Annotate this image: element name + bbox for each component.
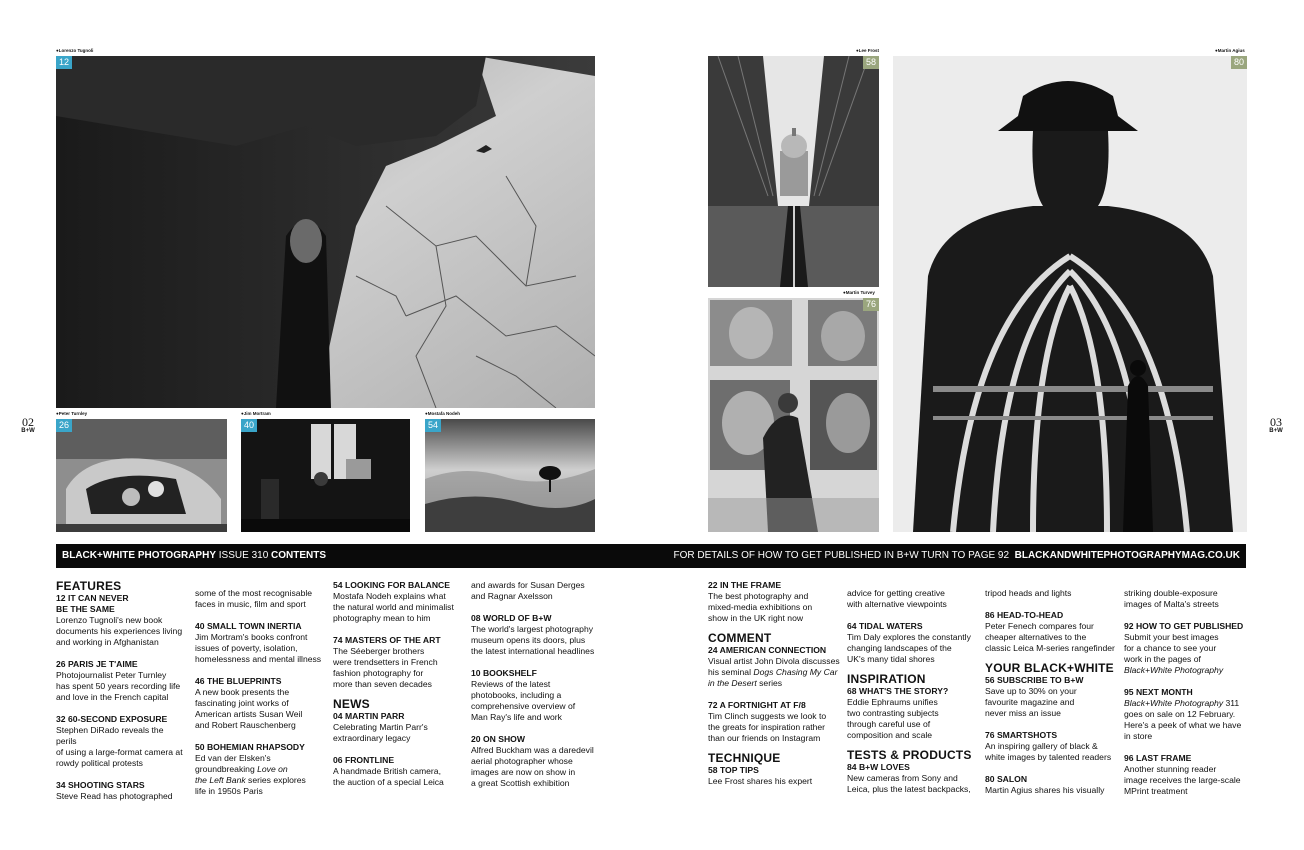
article-page: 92 xyxy=(1124,621,1134,631)
photo-dark-room xyxy=(241,419,410,532)
article-title[interactable] xyxy=(195,621,325,632)
article-desc: composition and scale xyxy=(847,730,933,740)
article-page: 46 xyxy=(195,676,205,686)
article-title[interactable] xyxy=(471,734,601,745)
article-page: 12 xyxy=(56,593,66,603)
article-desc: Visual artist John Divola discusses xyxy=(708,656,840,666)
desc-italic: Black+White Photography xyxy=(1124,698,1224,708)
article-desc: Celebrating Martin Parr's xyxy=(333,722,428,732)
section-comment: COMMENT xyxy=(708,631,772,645)
page-badge-gallery: 76 xyxy=(863,298,879,311)
article-title-text: LOOKING FOR BALANCE xyxy=(344,580,450,590)
article-title[interactable] xyxy=(56,780,186,791)
article-desc: the latest international headlines xyxy=(471,646,595,656)
desc-text: his seminal xyxy=(708,667,751,677)
photo-double-exposure-man xyxy=(893,56,1247,532)
article-desc: Here's a peek of what we have xyxy=(1124,720,1242,730)
contents-column-4 xyxy=(471,580,601,789)
article-desc: changing landscapes of the xyxy=(847,643,952,653)
article-desc: Martin Agius shares his visually xyxy=(985,785,1105,795)
article-title[interactable] xyxy=(333,755,463,766)
article-title-text: NEXT MONTH xyxy=(1135,687,1193,697)
article-desc: Tim Clinch suggests we look to xyxy=(708,711,827,721)
contents-column-3 xyxy=(333,580,463,788)
page-badge-car: 26 xyxy=(56,419,72,432)
article-title-text: TOP TIPS xyxy=(719,765,759,775)
article-title-text: BOHEMIAN RHAPSODY xyxy=(206,742,305,752)
article-title[interactable] xyxy=(1124,687,1254,698)
article-page: 95 xyxy=(1124,687,1134,697)
article-desc: tripod heads and lights xyxy=(985,588,1072,598)
article-page: 74 xyxy=(333,635,343,645)
section-features: FEATURES xyxy=(56,579,122,593)
desc-text: series explores xyxy=(248,775,306,785)
article-desc: Tim Daly explores the constantly xyxy=(847,632,971,642)
folio-right xyxy=(1266,416,1286,434)
article-desc: goes on sale on 12 February. xyxy=(1124,709,1236,719)
article-desc: images of Malta's streets xyxy=(1124,599,1219,609)
article-desc: Lee Frost shares his expert xyxy=(708,776,813,786)
desc-italic: in the Desert xyxy=(708,678,757,688)
article-title[interactable] xyxy=(708,765,840,776)
article-desc xyxy=(195,775,325,786)
photo-credit-cathedral: ● Lee Frost xyxy=(856,48,879,53)
article-desc: Ed van der Elsken's xyxy=(195,753,271,763)
article-title[interactable] xyxy=(708,645,840,656)
article-title-line1: IT CAN NEVER xyxy=(67,593,129,603)
article-desc: Reviews of the latest xyxy=(471,679,551,689)
folio-left-brand: B+W xyxy=(21,428,35,434)
article-page: 10 xyxy=(471,668,481,678)
article-desc: and Robert Rauschenberg xyxy=(195,720,296,730)
article-title-text: FRONTLINE xyxy=(344,755,395,765)
article-desc: Another stunning reader xyxy=(1124,764,1217,774)
article-desc: and awards for Susan Derges xyxy=(471,580,585,590)
article-desc: advice for getting creative xyxy=(847,588,945,598)
article-desc: mixed-media exhibitions on xyxy=(708,602,813,612)
article-desc: Photojournalist Peter Turnley xyxy=(56,670,167,680)
band-publish-note: FOR DETAILS OF HOW TO GET PUBLISHED IN B+W TURN TO PAGE 92 xyxy=(673,550,1010,561)
article-title[interactable] xyxy=(847,621,979,632)
desc-text: series xyxy=(759,678,783,688)
article-desc xyxy=(1124,665,1254,676)
article-title-text: B+W LOVES xyxy=(858,762,910,772)
article-title[interactable] xyxy=(847,762,979,773)
article-desc: Man Ray's life and work xyxy=(471,712,562,722)
photo-cathedral xyxy=(708,56,879,287)
article-title[interactable] xyxy=(471,668,601,679)
photo-misty-tree xyxy=(425,419,595,532)
article-title-text: THE BLUEPRINTS xyxy=(206,676,282,686)
article-desc xyxy=(1124,698,1254,709)
contents-column-7 xyxy=(985,580,1117,796)
article-title[interactable] xyxy=(985,774,1117,785)
article-title[interactable] xyxy=(1124,621,1254,632)
article-title[interactable] xyxy=(56,659,186,670)
contents-column-6 xyxy=(847,580,979,795)
article-desc: Stephen DiRado reveals the perils xyxy=(56,725,164,746)
article-page: 56 xyxy=(985,675,995,685)
article-title-text: WHAT'S THE STORY? xyxy=(858,686,949,696)
article-desc: and working in Afghanistan xyxy=(56,637,159,647)
article-title-line2: BE THE SAME xyxy=(56,604,115,614)
photo-girl-curtain xyxy=(56,56,595,408)
article-title[interactable] xyxy=(195,676,325,687)
article-desc: fascinating joint works of xyxy=(195,698,289,708)
article-desc: never miss an issue xyxy=(985,708,1061,718)
article-title-text: AMERICAN CONNECTION xyxy=(719,645,827,655)
article-desc: Submit your best images xyxy=(1124,632,1219,642)
article-desc: favourite magazine and xyxy=(985,697,1075,707)
band-left xyxy=(62,550,326,562)
article-desc: and Ragnar Axelsson xyxy=(471,591,553,601)
article-title[interactable] xyxy=(708,700,840,711)
page-badge-room: 40 xyxy=(241,419,257,432)
article-desc: Eddie Ephraums unifies xyxy=(847,697,938,707)
article-desc: homelessness and mental illness xyxy=(195,654,322,664)
section-inspiration: INSPIRATION xyxy=(847,672,926,686)
section-news: NEWS xyxy=(333,697,370,711)
article-desc: An inspiring gallery of black & xyxy=(985,741,1098,751)
article-desc: with alternative viewpoints xyxy=(847,599,947,609)
article-desc: New cameras from Sony and xyxy=(847,773,958,783)
article-page: 54 xyxy=(333,580,343,590)
article-desc: A handmade British camera, xyxy=(333,766,441,776)
page-badge-main: 12 xyxy=(56,56,72,69)
article-title[interactable] xyxy=(985,610,1117,621)
photo-credit-main: ● Lorenzo Tugnoli xyxy=(56,48,93,53)
article-title-text: SMARTSHOTS xyxy=(996,730,1058,740)
article-page: 20 xyxy=(471,734,481,744)
article-desc: The best photography and xyxy=(708,591,809,601)
article-title-text: MASTERS OF THE ART xyxy=(344,635,441,645)
article-desc: through careful use of xyxy=(847,719,931,729)
article-desc: two contrasting subjects xyxy=(847,708,939,718)
article-page: 68 xyxy=(847,686,857,696)
article-page: 76 xyxy=(985,730,995,740)
contents-column-2 xyxy=(195,580,325,797)
article-title[interactable] xyxy=(985,675,1117,686)
article-desc: The Séeberger brothers xyxy=(333,646,425,656)
article-title-text: SUBSCRIBE TO B+W xyxy=(996,675,1084,685)
article-desc: the natural world and minimalist xyxy=(333,602,454,612)
article-desc: museum opens its doors, plus xyxy=(471,635,586,645)
page-badge-tree: 54 xyxy=(425,419,441,432)
article-desc: extraordinary legacy xyxy=(333,733,411,743)
folio-right-number: 03 xyxy=(1270,415,1282,429)
contents-band xyxy=(56,544,1246,568)
article-desc xyxy=(708,678,840,689)
page-badge-cathedral: 58 xyxy=(863,56,879,69)
article-page: 64 xyxy=(847,621,857,631)
article-desc: life in 1950s Paris xyxy=(195,786,263,796)
contents-column-1 xyxy=(56,580,186,802)
article-title-text: A FORTNIGHT AT F/8 xyxy=(719,700,806,710)
photo-credit-tree: ● Mostafa Nodeh xyxy=(425,411,460,416)
article-desc: American artists Susan Weil xyxy=(195,709,303,719)
article-desc: aerial photographer whose xyxy=(471,756,573,766)
desc-italic: Black+White Photography xyxy=(1124,665,1224,675)
article-desc: more than seven decades xyxy=(333,679,432,689)
article-desc: striking double-exposure xyxy=(1124,588,1218,598)
folio-right-brand: B+W xyxy=(1269,428,1283,434)
photo-credit-car: ● Peter Turnley xyxy=(56,411,87,416)
article-desc: were trendsetters in French xyxy=(333,657,438,667)
article-desc: Save up to 30% on your xyxy=(985,686,1077,696)
photo-portrait-gallery xyxy=(708,298,879,532)
contents-column-5 xyxy=(708,580,840,787)
article-desc xyxy=(195,764,325,775)
article-title-text: HEAD-TO-HEAD xyxy=(996,610,1064,620)
article-title[interactable] xyxy=(1124,753,1254,764)
band-right xyxy=(674,550,1240,562)
article-desc: Mostafa Nodeh explains what xyxy=(333,591,446,601)
article-desc: Alfred Buckham was a daredevil xyxy=(471,745,594,755)
article-desc: white images by talented readers xyxy=(985,752,1112,762)
article-desc: issues of poverty, isolation, xyxy=(195,643,298,653)
article-desc: classic Leica M-series rangefinder xyxy=(985,643,1115,653)
article-desc: fashion photography for xyxy=(333,668,424,678)
section-your-bw: YOUR BLACK+WHITE xyxy=(985,661,1114,675)
article-desc: Steve Read has photographed xyxy=(56,791,173,801)
article-title[interactable] xyxy=(333,635,463,646)
desc-italic: Love on xyxy=(257,764,288,774)
article-title-text: 60-SECOND EXPOSURE xyxy=(67,714,168,724)
page-badge-hatman: 80 xyxy=(1231,56,1247,69)
article-page: 34 xyxy=(56,780,66,790)
article-page: 80 xyxy=(985,774,995,784)
article-page: 22 xyxy=(708,580,718,590)
desc-italic: Dogs Chasing My Car xyxy=(753,667,838,677)
article-title-text: TIDAL WATERS xyxy=(858,621,923,631)
article-desc: for a chance to see your xyxy=(1124,643,1217,653)
photo-credit-hatman: ● Martin Agius xyxy=(1215,48,1245,53)
article-desc: image receives the large-scale xyxy=(1124,775,1241,785)
article-page: 26 xyxy=(56,659,66,669)
photo-credit-room: ● Jim Mortram xyxy=(241,411,271,416)
article-desc: Jim Mortram's books confront xyxy=(195,632,308,642)
article-desc: faces in music, film and sport xyxy=(195,599,306,609)
article-desc: Lorenzo Tugnoli's new book xyxy=(56,615,163,625)
article-page: 50 xyxy=(195,742,205,752)
photo-car-children xyxy=(56,419,227,532)
article-desc: Leica, plus the latest backpacks, xyxy=(847,784,971,794)
band-brand: BLACK+WHITE PHOTOGRAPHY xyxy=(62,550,216,561)
article-page: 40 xyxy=(195,621,205,631)
article-title-text: SALON xyxy=(996,774,1028,784)
article-desc: UK's many tidal shores xyxy=(847,654,935,664)
article-title-text: SMALL TOWN INERTIA xyxy=(206,621,302,631)
folio-left-number: 02 xyxy=(22,415,34,429)
article-title-text: SHOOTING STARS xyxy=(67,780,145,790)
article-title-text: BOOKSHELF xyxy=(482,668,537,678)
article-page: 06 xyxy=(333,755,343,765)
section-technique: TECHNIQUE xyxy=(708,751,781,765)
article-desc: cheaper alternatives to the xyxy=(985,632,1087,642)
article-desc: images are now on show in xyxy=(471,767,576,777)
article-title[interactable] xyxy=(333,580,463,591)
article-title[interactable] xyxy=(333,711,463,722)
band-website-link[interactable]: BLACKANDWHITEPHOTOGRAPHYMAG.CO.UK xyxy=(1014,550,1240,561)
article-desc: some of the most recognisable xyxy=(195,588,313,598)
article-title[interactable] xyxy=(56,593,186,604)
article-title-text: IN THE FRAME xyxy=(719,580,782,590)
article-title-text: HOW TO GET PUBLISHED xyxy=(1135,621,1244,631)
article-title[interactable] xyxy=(56,714,186,725)
article-desc: a great Scottish exhibition xyxy=(471,778,570,788)
folio-left xyxy=(18,416,38,434)
article-page: 96 xyxy=(1124,753,1134,763)
article-page: 04 xyxy=(333,711,343,721)
article-title[interactable] xyxy=(471,613,601,624)
band-issue: ISSUE 310 xyxy=(218,550,269,561)
article-desc: comprehensive overview of xyxy=(471,701,576,711)
article-desc: work in the pages of xyxy=(1124,654,1201,664)
article-title[interactable] xyxy=(985,730,1117,741)
article-desc: the greats for inspiration rather xyxy=(708,722,826,732)
article-desc: A new book presents the xyxy=(195,687,290,697)
article-desc: has spent 50 years recording life xyxy=(56,681,181,691)
article-title-text: WORLD OF B+W xyxy=(482,613,552,623)
article-desc: show in the UK right now xyxy=(708,613,804,623)
band-contents: CONTENTS xyxy=(271,550,327,561)
desc-italic: the Left Bank xyxy=(195,775,246,785)
article-desc: of using a large-format camera at xyxy=(56,747,183,757)
section-tests-products: TESTS & PRODUCTS xyxy=(847,748,972,762)
article-page: 08 xyxy=(471,613,481,623)
article-page: 58 xyxy=(708,765,718,775)
article-desc: The world's largest photography xyxy=(471,624,594,634)
article-title-text: PARIS JE T'AIME xyxy=(67,659,138,669)
photo-credit-gallery: ● Martin Turvey xyxy=(843,290,875,295)
desc-text: groundbreaking xyxy=(195,764,255,774)
article-desc xyxy=(708,667,840,678)
article-desc: than our friends on Instagram xyxy=(708,733,821,743)
article-page: 84 xyxy=(847,762,857,772)
article-desc: photobooks, including a xyxy=(471,690,562,700)
article-title[interactable] xyxy=(847,686,979,697)
article-title[interactable] xyxy=(195,742,325,753)
article-title-text: ON SHOW xyxy=(482,734,525,744)
article-title-text: LAST FRAME xyxy=(1135,753,1192,763)
article-desc: in store xyxy=(1124,731,1153,741)
article-title-text: MARTIN PARR xyxy=(344,711,405,721)
contents-column-8 xyxy=(1124,580,1254,797)
article-title[interactable] xyxy=(708,580,840,591)
article-desc: photography mean to him xyxy=(333,613,431,623)
article-page: 72 xyxy=(708,700,718,710)
article-desc: documents his experiences living xyxy=(56,626,183,636)
article-page: 24 xyxy=(708,645,718,655)
article-page: 32 xyxy=(56,714,66,724)
desc-text: 311 xyxy=(1225,698,1240,708)
article-desc: the auction of a special Leica xyxy=(333,777,444,787)
article-desc: MPrint treatment xyxy=(1124,786,1188,796)
article-page: 86 xyxy=(985,610,995,620)
article-desc: Peter Fenech compares four xyxy=(985,621,1094,631)
article-desc: rowdy political protests xyxy=(56,758,143,768)
article-desc: and love in the French capital xyxy=(56,692,169,702)
